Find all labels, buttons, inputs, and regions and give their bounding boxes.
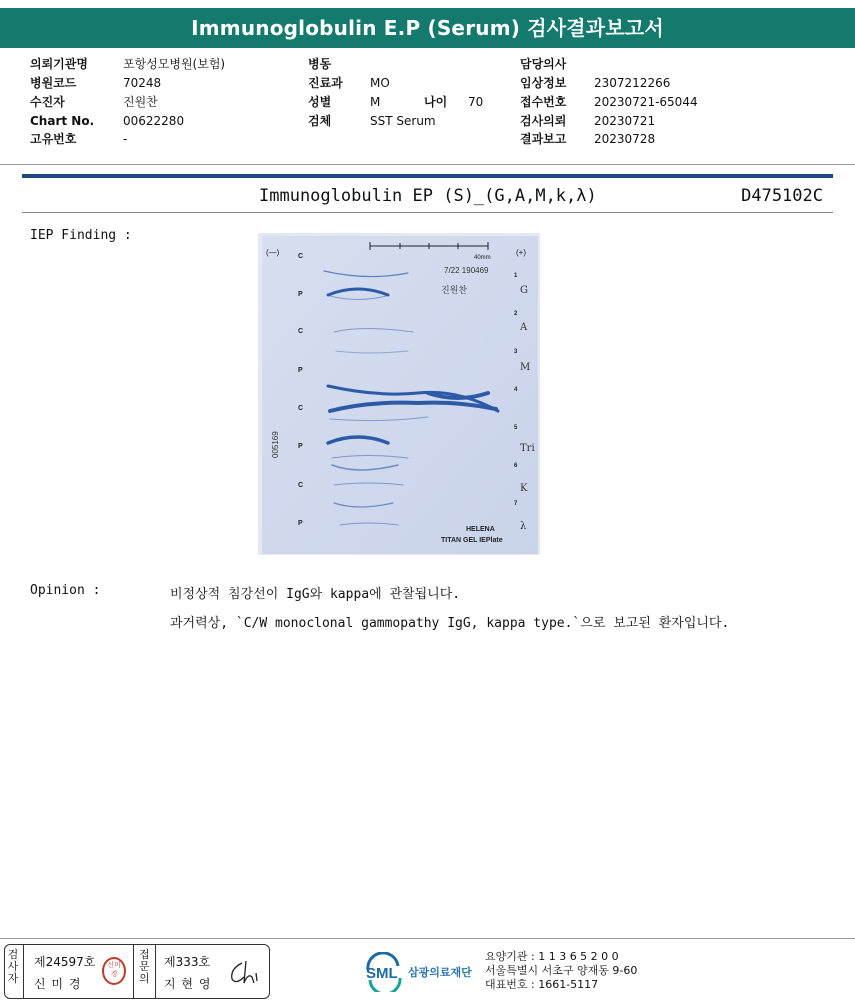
label-clinical-info: 임상정보: [520, 76, 567, 90]
gel-scale: 40mm: [474, 255, 491, 261]
lane-letter: P: [298, 520, 303, 527]
antiserum-label: M: [520, 362, 531, 373]
company-address: [485, 950, 637, 992]
doctor-cell: [155, 945, 270, 998]
iep-gel-image: [258, 233, 540, 555]
test-header: [22, 184, 833, 213]
lane-number: 7: [514, 501, 518, 507]
label-hospital-code: 병원코드: [30, 76, 77, 90]
lane-number: 5: [514, 425, 518, 431]
lane-letter: C: [298, 328, 304, 335]
antiserum-label: K: [520, 483, 528, 494]
opinion-line-2: 과거력상, `C/W monoclonal gammopathy IgG, kappa type.`으로 보고된 환자입니다.: [170, 616, 730, 631]
label-report-date: 결과보고: [520, 132, 567, 146]
signature-box: [4, 944, 270, 999]
value-chart-no: 00622280: [123, 114, 185, 128]
company-name: 삼광의료재단: [408, 966, 472, 979]
gel-patient-name: 진원찬: [441, 286, 468, 296]
logo-text: SML: [366, 965, 398, 982]
tester-cell: [23, 945, 134, 998]
lane-number: 2: [514, 311, 518, 317]
lane-letter: P: [298, 367, 303, 374]
company-line-3: 대표번호 : 1661-5117: [485, 978, 599, 991]
value-receipt-no: 20230721-65044: [594, 95, 698, 109]
label-chart-no: Chart No.: [30, 114, 95, 128]
value-report-date: 20230728: [594, 132, 656, 146]
company-line-2: 서울특별시 서초구 양재동 9-60: [485, 964, 638, 977]
tester-name: 신 미 경: [34, 977, 82, 991]
label-department: 진료과: [308, 76, 343, 90]
company-logo: [364, 952, 479, 996]
doctor-license: 제333호: [164, 955, 211, 969]
label-unique-no: 고유번호: [30, 132, 77, 146]
iep-finding-label: IEP Finding :: [30, 228, 132, 243]
value-sex: M: [370, 95, 381, 109]
tester-license: 제24597호: [34, 955, 96, 969]
gel-plus-label: (+): [516, 248, 526, 257]
tester-label-text: 검사자: [7, 948, 19, 985]
value-patient: 진원찬: [123, 95, 158, 109]
value-unique-no: -: [123, 132, 128, 146]
value-hospital-code: 70248: [123, 76, 162, 90]
lane-letter: C: [298, 253, 304, 260]
footer-divider: [0, 938, 855, 939]
label-ward: 병동: [308, 57, 332, 71]
value-request-date: 20230721: [594, 114, 656, 128]
value-institution: 포항성모병원(보험): [123, 57, 226, 71]
value-clinical-info: 2307212266: [594, 76, 671, 90]
gel-plate-name: TITAN GEL IEPlate: [441, 537, 503, 544]
antiserum-label: λ: [520, 521, 527, 532]
lane-letter: C: [298, 405, 304, 412]
lane-letter: P: [298, 443, 303, 450]
label-institution: 의뢰기관명: [30, 57, 88, 71]
lane-number: 1: [514, 273, 518, 279]
doctor-label: 접문의: [139, 948, 150, 985]
label-patient: 수진자: [30, 95, 65, 109]
value-age: 70: [468, 95, 484, 109]
company-line-1: 요양기관 : 1 1 3 6 5 2 0 0: [485, 950, 619, 963]
opinion-line-1: 비정상적 침강선이 IgG와 kappa에 관찰됩니다.: [170, 587, 461, 602]
lane-number: 3: [514, 349, 518, 355]
label-sex: 성별: [308, 95, 332, 109]
opinion-label: Opinion :: [30, 583, 101, 598]
divider: [0, 164, 855, 165]
report-title: Immunoglobulin E.P (Serum) 검사결과보고서: [0, 8, 855, 48]
label-specimen: 검체: [308, 114, 332, 128]
gel-brand: HELENA: [466, 526, 495, 533]
label-age: 나이: [424, 95, 448, 109]
label-receipt-no: 접수번호: [520, 95, 567, 109]
doctor-name: 지 현 영: [164, 977, 212, 991]
info-col-1: [30, 55, 225, 148]
value-specimen: SST Serum: [370, 114, 436, 128]
lane-number: 6: [514, 463, 518, 469]
sml-logo-icon: [364, 952, 479, 992]
gel-minus-label: (—): [266, 248, 280, 257]
value-department: MO: [370, 76, 390, 90]
doctor-label-cell: [133, 945, 156, 998]
label-request-date: 검사의뢰: [520, 114, 567, 128]
lane-number: 4: [514, 387, 518, 393]
antiserum-label: G: [520, 285, 528, 296]
lane-letter: P: [298, 291, 303, 298]
accent-bar: [22, 174, 833, 178]
info-col-3: [520, 55, 698, 148]
info-col-2: [308, 55, 483, 131]
lane-letter: C: [298, 482, 304, 489]
doctor-signature: [226, 955, 262, 989]
label-doctor: 담당의사: [520, 57, 567, 71]
tester-label: [7, 949, 21, 985]
antiserum-label: A: [520, 322, 528, 333]
test-code: D475102C: [741, 186, 823, 206]
tester-seal-stamp: 신미경: [102, 957, 126, 985]
test-title: Immunoglobulin EP (S)_(G,A,M,k,λ): [259, 186, 597, 206]
gel-side-code: 005169: [271, 431, 280, 458]
gel-date-code: 7/22 190469: [444, 266, 489, 275]
antiserum-label: Tri: [520, 443, 535, 454]
